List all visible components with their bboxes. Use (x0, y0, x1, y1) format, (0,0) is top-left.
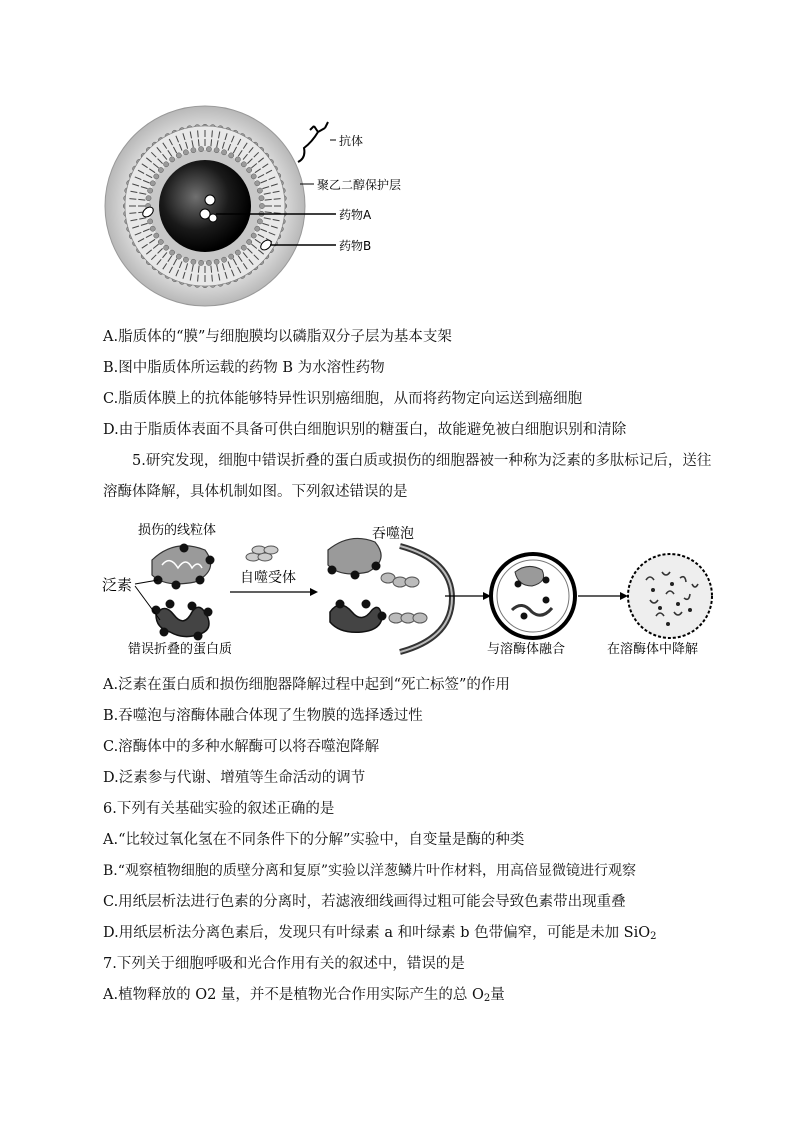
phospholipid-head (158, 239, 163, 244)
q6-stem: 6.下列有关基础实验的叙述正确的是 (103, 801, 335, 817)
phospholipid-head (214, 259, 219, 264)
q6-option-b: B.“观察植物细胞的质壁分离和复原”实验以洋葱鳞片叶作材料，用高倍显微镜进行观察 (103, 863, 637, 879)
q7-option-a-subscript: 2 (483, 993, 491, 1004)
phospholipid-head (257, 188, 262, 193)
phospholipid-head (170, 250, 175, 255)
phospholipid-head (176, 153, 181, 158)
q4-option-d: D.由于脂质体表面不具备可供白细胞识别的糖蛋白，故能避免被白细胞识别和清除 (103, 422, 627, 438)
phospholipid-tail (211, 266, 212, 273)
misfolded-protein (152, 600, 213, 641)
phospholipid-tail (198, 266, 199, 273)
ubiquitin-label: 泛素 (102, 576, 133, 594)
phospholipid-head (154, 174, 159, 179)
phospholipid-head (247, 239, 252, 244)
phospholipid-head (176, 254, 181, 259)
drug-b-label: 药物B (339, 239, 372, 253)
phospholipid-head (183, 150, 188, 155)
phospholipid-head (251, 174, 256, 179)
phospholipid-head (158, 167, 163, 172)
phospholipid-head (154, 233, 159, 238)
phospholipid-tail (129, 213, 136, 214)
q7-option-a-tail: 量 (490, 987, 505, 1003)
peg-layer-label: 聚乙二醇保护层 (317, 178, 402, 192)
phospholipid-head (148, 219, 153, 224)
phospholipid-head (206, 147, 211, 152)
q6-option-d-text: D.用纸层析法分离色素后，发现只有叶绿素 a 和叶绿素 b 色带偏窄，可能是未加 SiO (103, 925, 651, 941)
phospholipid-tail (211, 139, 212, 146)
phospholipid-head (229, 254, 234, 259)
q6-option-d (103, 923, 657, 947)
phospholipid-head (214, 148, 219, 153)
phospholipid-tail (198, 139, 199, 146)
phospholipid-head (164, 245, 169, 250)
phagosome-membrane (400, 546, 452, 652)
q7-option-a-text: A.植物释放的 O2 量，并不是植物光合作用实际产生的总 O (103, 987, 484, 1003)
tagged-protein (330, 600, 427, 633)
drug-a-icon (209, 214, 217, 222)
q6-option-d-subscript: 2 (650, 931, 657, 942)
autophagy-figure (100, 520, 720, 665)
fusion-label: 与溶酶体融合 (487, 642, 566, 657)
phospholipid-head (229, 153, 234, 158)
phospholipid-head (257, 219, 262, 224)
damaged-mito-label: 损伤的线粒体 (138, 523, 217, 538)
phospholipid-tail (212, 130, 213, 137)
arrow-to-degrade-head (620, 592, 628, 600)
fused-ubiquitin (543, 577, 550, 584)
phospholipid-head (170, 157, 175, 162)
q6-option-c: C.用纸层析法进行色素的分离时，若滤液细线画得过粗可能会导致色素带出现重叠 (103, 894, 626, 910)
liposome-figure (100, 100, 460, 312)
phospholipid-tail (265, 212, 272, 213)
q7-option-a (103, 985, 505, 1009)
receptor-label: 自噬受体 (240, 570, 296, 586)
antibody-label: 抗体 (339, 134, 364, 148)
autophagy-receptor-icon (246, 546, 278, 561)
q4-option-c: C.脂质体膜上的抗体能够特异性识别癌细胞，从而将药物定向运送到癌细胞 (103, 391, 583, 407)
phospholipid-head (241, 162, 246, 167)
receptor-arrow-head (310, 588, 318, 596)
drug-a-icon (200, 209, 210, 219)
phospholipid-head (255, 181, 260, 186)
phospholipid-head (150, 181, 155, 186)
phospholipid-head (164, 162, 169, 167)
phospholipid-tail (274, 199, 281, 200)
phospholipid-tail (265, 199, 272, 200)
phospholipid-head (259, 203, 264, 208)
phospholipid-head (191, 148, 196, 153)
phospholipid-head (235, 250, 240, 255)
phospholipid-head (146, 196, 151, 201)
phospholipid-head (247, 167, 252, 172)
q7-stem: 7.下列关于细胞呼吸和光合作用有关的叙述中，错误的是 (103, 956, 465, 972)
phospholipid-head (199, 260, 204, 265)
damaged-mitochondrion (152, 544, 215, 590)
liposome-core (159, 160, 251, 252)
degrade-label: 在溶酶体中降解 (607, 642, 699, 657)
lysosome-degrade (628, 554, 712, 638)
phospholipid-tail (212, 275, 213, 282)
ubiquitin-pointer (135, 586, 160, 620)
q5-stem: 5.研究发现，细胞中错误折叠的蛋白质或损伤的细胞器被一种称为泛素的多肽标记后，送往溶酶体降解，具体机制如图。下列叙述错误的是 (103, 453, 712, 500)
phospholipid-head (255, 226, 260, 231)
phospholipid-head (150, 226, 155, 231)
misfolded-protein-label: 错误折叠的蛋白质 (128, 642, 233, 657)
q5-option-d: D.泛素参与代谢、增殖等生命活动的调节 (103, 770, 366, 786)
q5-option-b: B.吞噬泡与溶酶体融合体现了生物膜的选择透过性 (103, 708, 423, 724)
fused-ubiquitin (521, 613, 528, 620)
antibody-icon (298, 122, 328, 162)
phospholipid-tail (129, 199, 136, 200)
phospholipid-tail (198, 130, 199, 137)
phospholipid-head (199, 147, 204, 152)
phospholipid-head (222, 257, 227, 262)
drug-a-label: 药物A (339, 208, 372, 222)
phospholipid-head (183, 257, 188, 262)
phospholipid-head (222, 150, 227, 155)
drug-a-icon (205, 195, 215, 205)
q5-option-a: A.泛素在蛋白质和损伤细胞器降解过程中起到“死亡标签”的作用 (103, 677, 510, 693)
phospholipid-head (235, 157, 240, 162)
q4-option-b: B.图中脂质体所运载的药物 B 为水溶性药物 (103, 360, 385, 376)
fused-ubiquitin (515, 581, 522, 588)
phospholipid-head (148, 188, 153, 193)
fused-ubiquitin (543, 597, 550, 604)
phospholipid-head (191, 259, 196, 264)
phospholipid-head (206, 260, 211, 265)
phospholipid-tail (198, 275, 199, 282)
phospholipid-head (241, 245, 246, 250)
phagosome-label: 吞噬泡 (372, 526, 414, 542)
q4-option-a: A.脂质体的“膜”与细胞膜均以磷脂双分子层为基本支架 (103, 329, 452, 345)
q5-option-c: C.溶酶体中的多种水解酶可以将吞噬泡降解 (103, 739, 380, 755)
phospholipid-tail (138, 199, 145, 200)
phospholipid-head (251, 233, 256, 238)
phagosome-membrane-inner (400, 546, 452, 652)
phospholipid-head (259, 196, 264, 201)
q6-option-a: A.“比较过氧化氢在不同条件下的分解”实验中，自变量是酶的种类 (103, 832, 525, 848)
